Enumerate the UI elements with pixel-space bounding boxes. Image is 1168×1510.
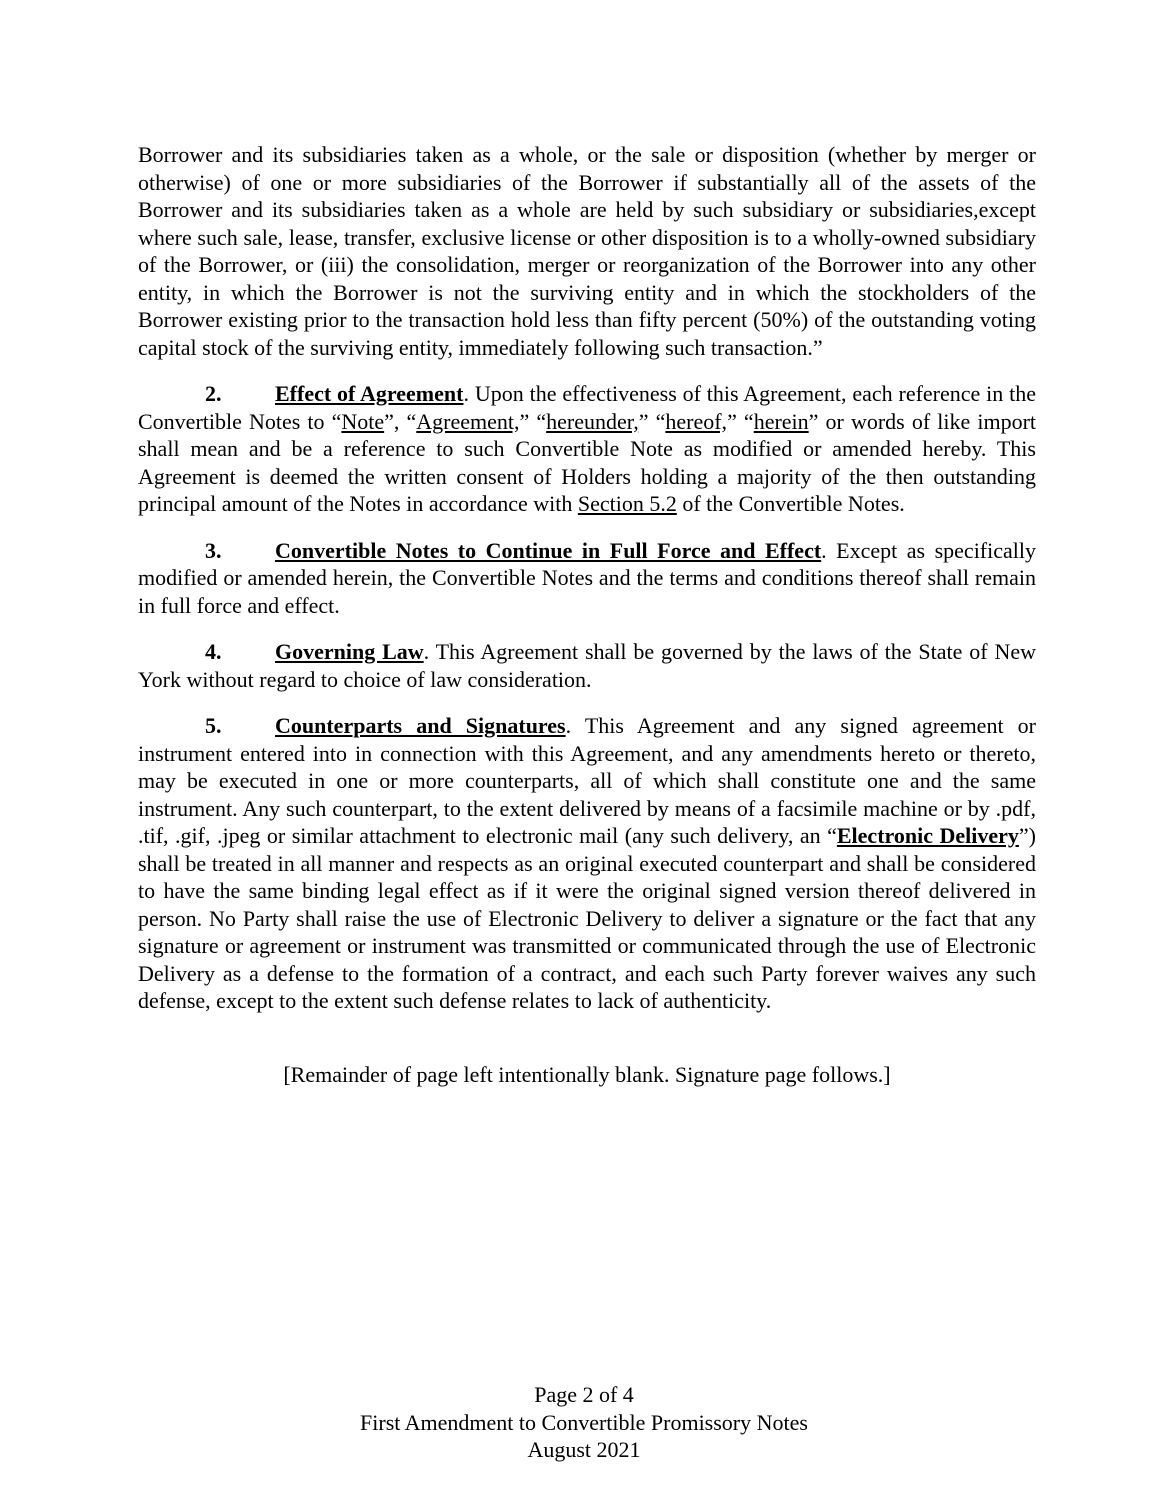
section-5-text [138,713,1036,1013]
text-run: ” “ [727,408,754,434]
section-3-full-force-and-effect [138,537,1036,620]
text-run: Effect of Agreement [275,381,464,406]
remainder-note: [Remainder of page left intentionally blank. Signature page follows.] [283,1061,891,1087]
text-run: Governing Law [275,639,424,664]
text-run: ” “ [519,408,547,434]
section-2-number: 2. [205,381,222,406]
text-run: Agreement, [416,408,520,434]
text-run: Convertible Notes to Continue in Full Force and Effect [275,537,822,563]
text-run: ”, “ [384,408,417,434]
text-run: . This Agreement shall be governed by the laws of the State of New York without regard to choice of law consideration. [138,639,1036,692]
text-run: of the Convertible Notes. [676,491,905,516]
footer-page-number: Page 2 of 4 [534,1382,634,1407]
section-5-number: 5. [205,713,222,738]
text-run: Counterparts and Signatures [275,713,566,738]
section-4-governing-law [138,638,1036,693]
section-4-number: 4. [205,639,222,664]
continuation-paragraph: Borrower and its subsidiaries taken as a whole, or the sale or disposition (whether by merger or otherwise) of one or more subsidiaries of the Borrower if substantially all of the assets of the Borrower and its subsidiaries taken as a whole are held by such subsidiary or subsidiaries,except where such sale, lease, transfer, exclusive license or other disposition is to a wholly-owned subsidiary of the Borrower, or (iii) the consolidation, merger or reorganization of the Borrower into any other entity, in which the Borrower is not the surviving entity and in which the stockholders of the Borrower existing prior to the transaction hold less than fifty percent (50%) of the outstanding voting capital stock of the surviving entity, immediately following such transaction.” [138,142,1036,360]
text-run: . Upon the effectiveness of this Agreement, each reference in the Convertible Notes to “ [138,381,1037,434]
section-2-effect-of-agreement [138,380,1036,518]
footer-title: First Amendment to Convertible Promissory Notes [360,1409,808,1435]
text-run: Note [341,408,385,434]
text-run: herein [753,408,809,434]
text-run: ” or words of like import shall mean and be a reference to such Convertible Note as modified or amended hereby. This Agreement is deemed the written consent of Holders holding a majority of the then outstanding principal amount of the Notes in accordance with [138,408,1037,516]
page-footer [0,1381,1168,1464]
text-run: hereof, [665,408,728,434]
text-run: ” “ [638,408,666,434]
text-run: . Except as specifically modified or amended herein, the Convertible Notes and the terms and conditions thereof shall remain in full force and effect. [138,537,1036,618]
text-run: hereunder, [546,408,639,434]
text-run: Electronic Delivery [836,823,1019,848]
section-5-counterparts-and-signatures [138,712,1036,1015]
text-run: . This Agreement and any signed agreement or instrument entered into in connection with this Agreement, and any amendments hereto or thereto, may be executed in one or more counterparts, all of which shall constitute one and the same instrument. Any such counterpart, to the extent delivered by means of a facsimile machine or by .pdf, .tif, .gif, .jpeg or similar attachment to electronic mail (any such delivery, an “ [138,713,1036,848]
text-run: ”) shall be treated in all manner and respects as an original executed counterpart and shall be considered to have the same binding legal effect as if it were the original signed version thereof delivered in person. No Party shall raise the use of Electronic Delivery to deliver a signature or the fact that any signature or agreement or instrument was transmitted or communicated through the use of Electronic Delivery as a defense to the formation of a contract, and each such Party forever waives any such defense, except to the extent such defense relates to lack of authenticity. [138,823,1036,1013]
text-run: Section 5.2 [577,491,677,516]
footer-date: August 2021 [527,1437,641,1462]
section-3-number: 3. [205,537,222,563]
